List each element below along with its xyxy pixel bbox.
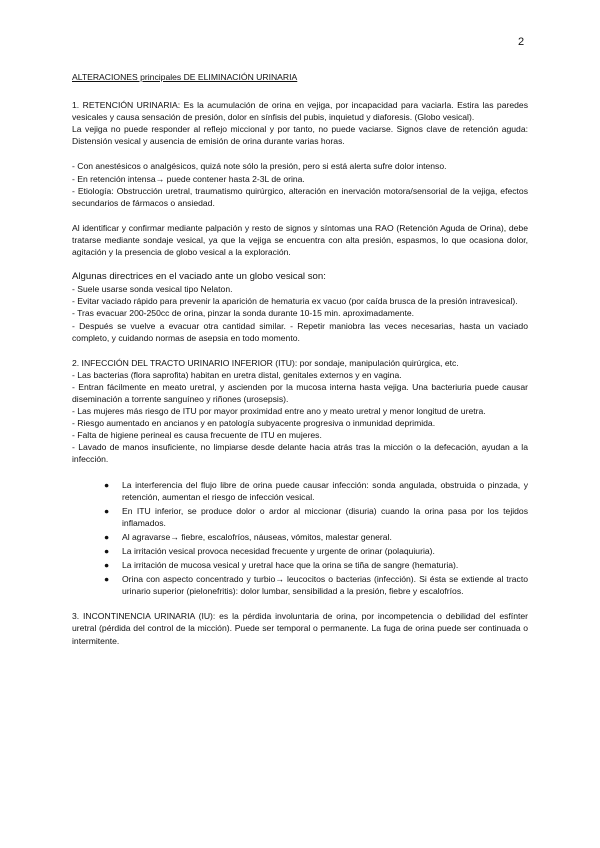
directriz-item: - Tras evacuar 200-250cc de orina, pinzar la sonda durante 10-15 min. aproximadamente.	[72, 308, 415, 319]
itu-item: - Entran fácilmente en meato uretral, y ascienden por la mucosa interna hasta vejiga. Una bacteriuria puede causar diseminación a torrente sanguíneo y riñones (urosepsis).	[72, 381, 528, 404]
itu-bullet: ● La irritación de mucosa vesical y uretral hace que la orina se tiña de sangre (hematuria).	[104, 560, 459, 571]
retencion-item: - Etiología: Obstrucción uretral, traumatismo quirúrgico, alteración en inervación motora/sensorial de la vejiga, efectos secundarios de fármacos o ansiedad.	[72, 185, 528, 208]
itu-item: - Riesgo aumentado en ancianos y en patología subyacente progresiva o inmunidad deprimida.	[72, 418, 436, 429]
directriz-item: - Evitar vaciado rápido para prevenir la aparición de hematuria ex vacuo (por caída brusca de la presión intravesical).	[72, 296, 518, 307]
incontinencia-paragraph: 3. INCONTINENCIA URINARIA (IU): es la pérdida involuntaria de orina, por incompetencia o debilidad del esfínter uretral (pérdida del control de la micción). Puede ser temporal o permanente. La fuga de orina puede ser continuada o intermitente.	[72, 611, 528, 646]
itu-item: - Las mujeres más riesgo de ITU por mayor proximidad entre ano y meato uretral y menor longitud de uretra.	[72, 406, 486, 417]
bullet-dot: ●	[104, 479, 110, 490]
page-number: 2	[518, 36, 525, 48]
bullet-dot: ●	[104, 531, 110, 542]
directrices-heading: Algunas directrices en el vaciado ante un globo vesical son:	[72, 271, 326, 283]
bullet-dot: ●	[104, 505, 110, 516]
document-title: ALTERACIONES principales DE ELIMINACIÓN URINARIA	[72, 72, 298, 82]
itu-item: - Falta de higiene perineal es causa frecuente de ITU en mujeres.	[72, 430, 322, 441]
itu-bullet: ● Al agravarse→ fiebre, escalofríos, náuseas, vómitos, malestar general.	[104, 531, 392, 542]
bullet-dot: ●	[104, 560, 110, 571]
retencion-intro: 1. RETENCIÓN URINARIA: Es la acumulación de orina en vejiga, por incapacidad para vaciarla. Estira las paredes vesicales y causa sensación de presión, dolor en sínfisis del pubis, inquietud y diaforesis. (Globo vesical).	[72, 100, 528, 123]
directriz-item: - Suele usarse sonda vesical tipo Nelaton.	[72, 284, 233, 295]
itu-bullet: ● En ITU inferior, se produce dolor o ardor al miccionar (disuria) cuando la orina pasa por los tejidos inflamados.	[104, 505, 528, 528]
retencion-item: - En retención intensa→ puede contener hasta 2-3L de orina.	[72, 173, 305, 184]
retencion-signos: La vejiga no puede responder al reflejo miccional y por tanto, no puede vaciarse. Signos clave de retención aguda: Distensión vesical y ausencia de emisión de orina durante varias horas.	[72, 124, 528, 147]
bullet-dot: ●	[104, 574, 110, 585]
bullet-dot: ●	[104, 546, 110, 556]
itu-heading: 2. INFECCIÓN DEL TRACTO URINARIO INFERIOR (ITU): por sondaje, manipulación quirúrgica, etc.	[72, 357, 459, 368]
itu-item: - Las bacterias (flora saprofita) habitan en uretra distal, genitales externos y en vagina.	[72, 369, 402, 380]
retencion-item: - Con anestésicos o analgésicos, quizá note sólo la presión, pero si está alerta sufre dolor intenso.	[72, 161, 447, 172]
itu-item: - Lavado de manos insuficiente, no limpiarse desde delante hacia atrás tras la micción o la defecación, ayudan a la infección.	[72, 442, 528, 465]
itu-bullet-list	[72, 479, 528, 598]
rao-paragraph: Al identificar y confirmar mediante palpación y resto de signos y síntomas una RAO (Retención Aguda de Orina), debe tratarse mediante sondaje vesical, ya que la vejiga se encuentra con alta presión, espasmos, lo que ocasiona dolor, agitación y la presencia de globo vesical a la exploración.	[72, 222, 528, 258]
document-body	[72, 71, 528, 647]
itu-bullet: ● Orina con aspecto concentrado y turbio→ leucocitos o bacterias (infección). Si ésta se extiende al tracto urinario superior (pielonefritis): dolor lumbar, sensibilidad a la presión, fiebre y escalofríos.	[104, 574, 528, 597]
itu-bullet: ● La interferencia del flujo libre de orina puede causar infección: sonda angulada, obstruida o pinzada, y retención, aumentan el riesgo de infección vesical.	[104, 479, 528, 502]
directriz-item: - Después se vuelve a evacuar otra cantidad similar. - Repetir maniobra las veces necesarias, hasta un vaciado completo, y cuidando normas de asepsia en todo momento.	[72, 320, 528, 343]
itu-bullet: ● La irritación vesical provoca necesidad frecuente y urgente de orinar (polaquiuria).	[104, 546, 435, 556]
